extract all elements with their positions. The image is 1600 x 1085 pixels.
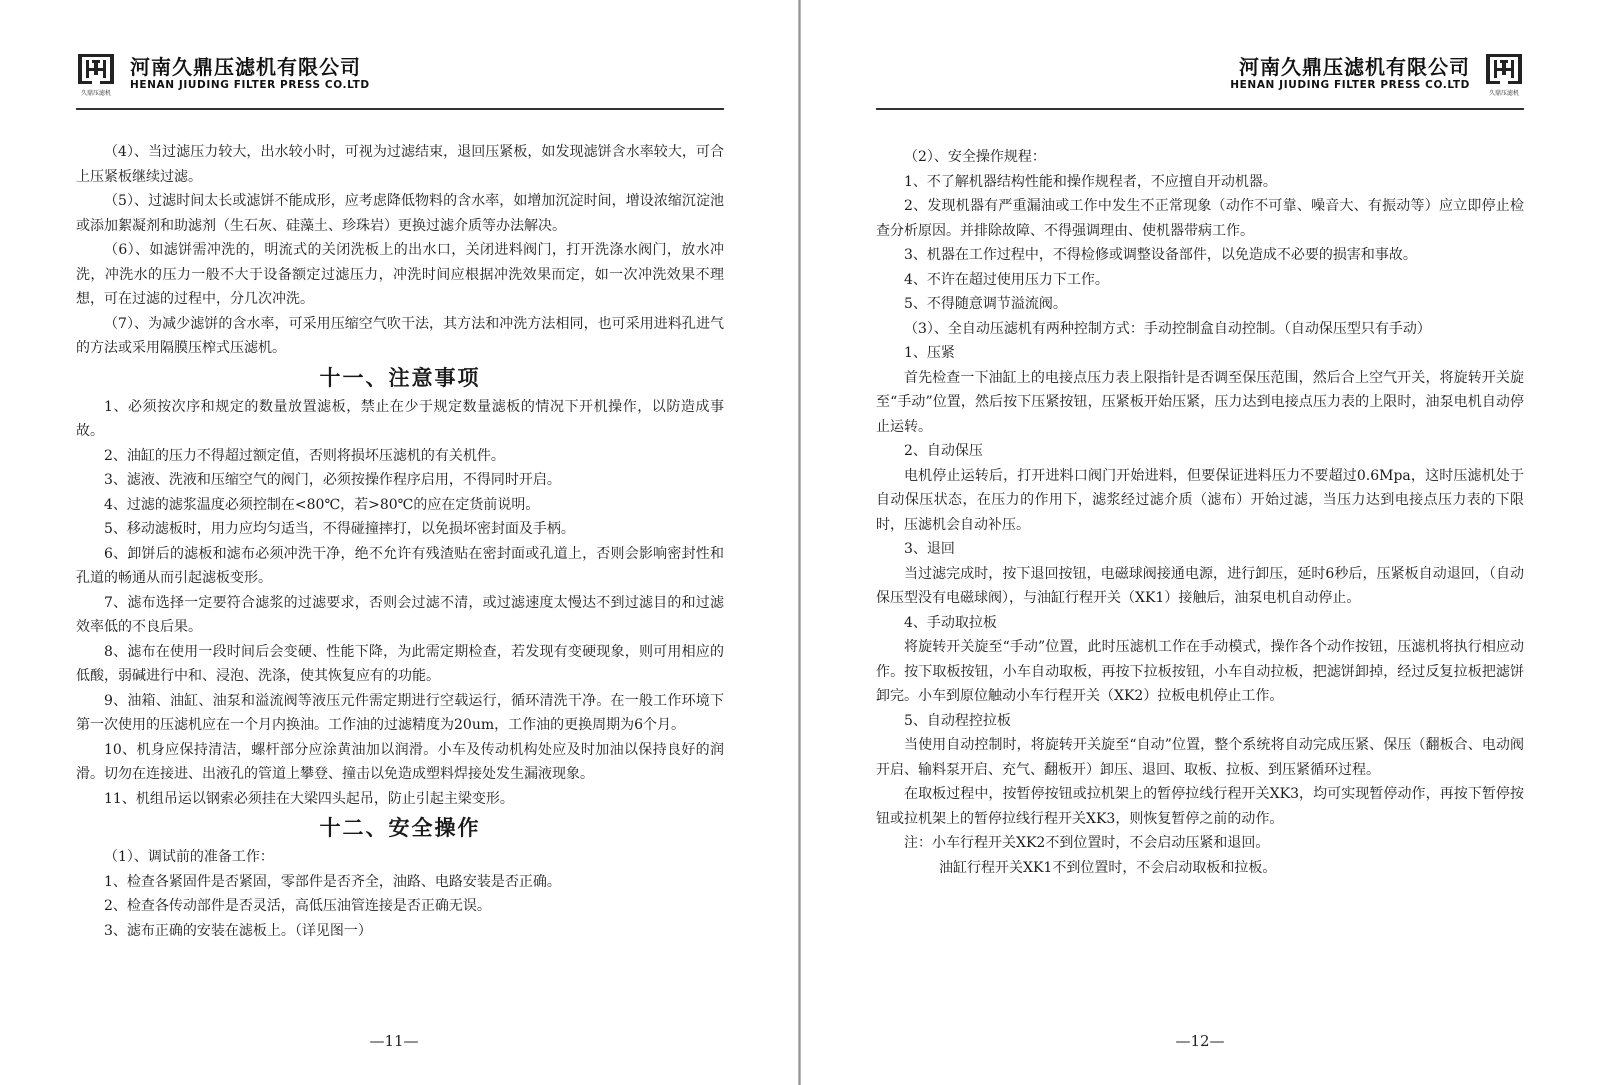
company-name-cn: 河南久鼎压滤机有限公司: [130, 55, 361, 79]
company-name: [1230, 56, 1470, 92]
list-item: 11、机组吊运以钢索必须挂在大梁四头起吊，防止引起主梁变形。: [104, 790, 514, 807]
ding-logo-icon: [76, 52, 116, 88]
logo-caption: 久鼎压滤机: [80, 90, 111, 97]
page-header: [876, 52, 1524, 102]
page-header: [76, 52, 724, 102]
paragraph: （6）、如滤饼需冲洗的，明流式的关闭洗板上的出水口，关闭进料阀门，打开洗涤水阀门，放水冲洗，冲洗水的压力一般不大于设备额定过滤压力，冲洗时间应根据冲洗效果而定，如一次冲洗效果不理想，可在过滤的过程中，分几次冲洗。: [76, 242, 724, 307]
company-logo: [76, 52, 116, 100]
page-11-content: [76, 140, 724, 943]
paragraph: 首先检查一下油缸上的电接点压力表上限指针是否调至保压范围，然后合上空气开关，将旋转开关旋至“手动”位置，然后按下压紧按钮，压紧板开始压紧，压力达到电接点压力表的上限时，油泵电机自动停止运转。: [876, 369, 1524, 435]
list-item: （1）、调试前的准备工作：: [104, 849, 274, 865]
paragraph: 当使用自动控制时，将旋转开关旋至“自动”位置，整个系统将自动完成压紧、保压（翻板合、电动阀开启、输料泵开启、充气、翻板开）卸压、退回、取板、拉板、到压紧循环过程。: [876, 737, 1524, 778]
paragraph: （7）、为减少滤饼的含水率，可采用压缩空气吹干法，其方法和冲洗方法相同，也可采用进料孔进气的方法或采用隔膜压榨式压滤机。: [76, 315, 724, 356]
logo-caption: 久鼎压滤机: [1488, 90, 1519, 97]
note: 注：小车行程开关XK2不到位置时，不会启动压紧和退回。: [904, 835, 1270, 851]
paragraph: 电机停止运转后，打开进料口阀门开始进料，但要保证进料压力不要超过0.6Mpa，这时压滤机处于自动保压状态，在压力的作用下，滤浆经过滤介质（滤布）开始过滤，当压力达到电接点压力表的下限时，压滤机会自动补压。: [876, 467, 1524, 533]
list-item: 2、油缸的压力不得超过额定值，否则将损坏压滤机的有关机件。: [104, 447, 505, 464]
subheading: 3、退回: [904, 541, 955, 557]
page-number: —11—: [369, 1032, 419, 1050]
company-name-cn: 河南久鼎压滤机有限公司: [1239, 55, 1470, 79]
note: 油缸行程开关XK1不到位置时，不会启动取板和拉板。: [939, 859, 1277, 876]
paragraph: 将旋转开关旋至“手动”位置，此时压滤机工作在手动模式，操作各个动作按钮，压滤机将执行相应动作。按下取板按钮，小车自动取板，再按下拉板按钮，小车自动拉板，把滤饼卸掉，经过反复拉板把滤饼卸完。小车到原位触动小车行程开关（XK2）拉板电机停止工作。: [876, 639, 1524, 704]
list-item: （3）、全自动压滤机有两种控制方式：手动控制盒自动控制。（自动保压型只有手动）: [904, 320, 1431, 337]
list-item: 1、不了解机器结构性能和操作规程者，不应擅自开动机器。: [904, 173, 1277, 190]
company-name-en: HENAN JIUDING FILTER PRESS CO.LTD: [1230, 79, 1470, 91]
company-name-en: HENAN JIUDING FILTER PRESS CO.LTD: [130, 79, 370, 91]
list-item: 6、卸饼后的滤板和滤布必须冲洗干净，绝不允许有残渣贴在密封面或孔道上，否则会影响密封性和孔道的畅通从而引起滤板变形。: [76, 545, 724, 586]
header-rule: [76, 108, 724, 110]
section-11-title: 十一、注意事项: [319, 365, 481, 390]
list-item: 3、机器在工作过程中，不得检修或调整设备部件，以免造成不必要的损害和事故。: [904, 247, 1417, 263]
paragraph: （5）、过滤时间太长或滤饼不能成形，应考虑降低物料的含水率，如增加沉淀时间，增设浓缩沉淀池或添加絮凝剂和助滤剂（生石灰、硅藻土、珍珠岩）更换过滤介质等办法解决。: [76, 193, 724, 234]
page-number: —12—: [1175, 1032, 1225, 1050]
subheading: 1、压紧: [904, 345, 955, 361]
list-item: 2、检查各传动部件是否灵活，高低压油管连接是否正确无误。: [104, 898, 491, 914]
paragraph: 在取板过程中，按暂停按钮或拉机架上的暂停拉线行程开关XK3，均可实现暂停动作，再按下暂停按钮或拉机架上的暂停拉线行程开关XK3，则恢复暂停之前的动作。: [876, 786, 1524, 827]
paragraph: 当过滤完成时，按下退回按钮，电磁球阀接通电源，进行卸压，延时6秒后，压紧板自动退回，（自动保压型没有电磁球阀），与油缸行程开关（XK1）接触后，油泵电机自动停止。: [876, 565, 1524, 606]
list-item: 1、检查各紧固件是否紧固，零部件是否齐全，油路、电路安装是否正确。: [104, 873, 561, 890]
paragraph: （4）、当过滤压力较大，出水较小时，可视为过滤结束，退回压紧板，如发现滤饼含水率较大，可合上压紧板继续过滤。: [76, 144, 724, 185]
list-item: 10、机身应保持清洁，螺杆部分应涂黄油加以润滑。小车及传动机构处应及时加油以保持良好的润滑。切勿在连接进、出液孔的管道上攀登、撞击以免造成塑料焊接处发生漏液现象。: [76, 741, 724, 782]
list-item: （2）、安全操作规程：: [904, 149, 1046, 165]
list-item: 5、不得随意调节溢流阀。: [904, 296, 1067, 312]
list-item: 2、发现机器有严重漏油或工作中发生不正常现象（动作不可靠、噪音大、有振动等）应立即停止检查分析原因。并排除故障、不得强调理由、使机器带病工作。: [876, 198, 1524, 239]
ding-logo-icon: [1484, 52, 1524, 88]
list-item: 5、移动滤板时，用力应均匀适当，不得碰撞摔打，以免损坏密封面及手柄。: [104, 521, 575, 537]
list-item: 3、滤液、洗液和压缩空气的阀门，必须按操作程序启用，不得同时开启。: [104, 472, 561, 488]
list-item: 9、油箱、油缸、油泵和溢流阀等液压元件需定期进行空载运行，循环清洗干净。在一般工作环境下第一次使用的压滤机应在一个月内换油。工作油的过滤精度为20um，工作油的更换周期为6个月。: [76, 692, 724, 733]
subheading: 4、手动取拉板: [904, 614, 997, 631]
subheading: 5、自动程控拉板: [904, 712, 1011, 729]
subheading: 2、自动保压: [904, 443, 983, 459]
page-12: [800, 0, 1600, 1085]
section-12-title: 十二、安全操作: [319, 816, 481, 840]
company-name: [130, 56, 370, 92]
list-item: 8、滤布在使用一段时间后会变硬、性能下降，为此需定期检查，若发现有变硬现象，则可用相应的低酸，弱碱进行中和、浸泡、洗涤，使其恢复应有的功能。: [76, 643, 724, 684]
header-rule: [876, 108, 1524, 110]
list-item: 7、滤布选择一定要符合滤浆的过滤要求，否则会过滤不清，或过滤速度太慢达不到过滤目的和过滤效率低的不良后果。: [76, 594, 724, 635]
page-12-content: [876, 145, 1524, 880]
list-item: 4、不许在超过使用压力下工作。: [904, 271, 1109, 288]
list-item: 4、过滤的滤浆温度必须控制在<80℃，若>80℃的应在定货前说明。: [104, 496, 540, 513]
list-item: 3、滤布正确的安装在滤板上。（详见图一）: [104, 922, 372, 939]
company-logo: [1484, 52, 1524, 100]
list-item: 1、必须按次序和规定的数量放置滤板，禁止在少于规定数量滤板的情况下开机操作，以防造成事故。: [76, 398, 724, 439]
